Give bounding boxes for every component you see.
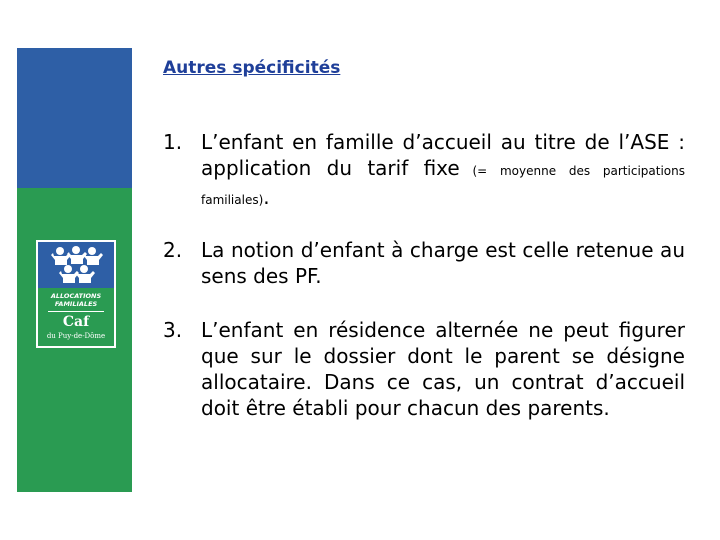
list-text-end: . xyxy=(263,185,270,209)
logo-divider xyxy=(48,311,104,312)
list-text: La notion d’enfant à charge est celle retenue au sens des PF. xyxy=(201,238,685,288)
logo-blue-area xyxy=(38,242,114,288)
side-band-top xyxy=(17,48,132,188)
list-text: L’enfant en résidence alternée ne peut figurer que sur le dossier dont le parent se désigne allocataire. Dans ce cas, un contrat d’accueil doit être établi pour chacun des parents. xyxy=(201,318,685,420)
logo-region-text: du Puy-de-Dôme xyxy=(46,332,106,340)
list-text xyxy=(201,129,685,213)
list-text-small: (= moyenne des participations familiales) xyxy=(201,164,685,207)
list-number: 1. xyxy=(163,130,183,154)
logo-line2: FAMILIALES xyxy=(54,300,98,308)
list-item-3 xyxy=(163,317,685,421)
family-figures-icon xyxy=(46,245,106,285)
caf-logo xyxy=(36,240,116,348)
logo-caf-text: Caf xyxy=(62,314,90,330)
logo-line1: ALLOCATIONS xyxy=(50,292,102,300)
slide-title: Autres spécificités xyxy=(163,58,341,78)
list-item-1 xyxy=(163,129,685,213)
list-item-2 xyxy=(163,237,685,289)
list-text-main: L’enfant en famille d’accueil au titre de l’ASE : application du tarif fixe xyxy=(201,130,685,180)
list-number: 3. xyxy=(163,318,183,342)
logo-allocations-text xyxy=(38,292,114,308)
list-number: 2. xyxy=(163,238,183,262)
